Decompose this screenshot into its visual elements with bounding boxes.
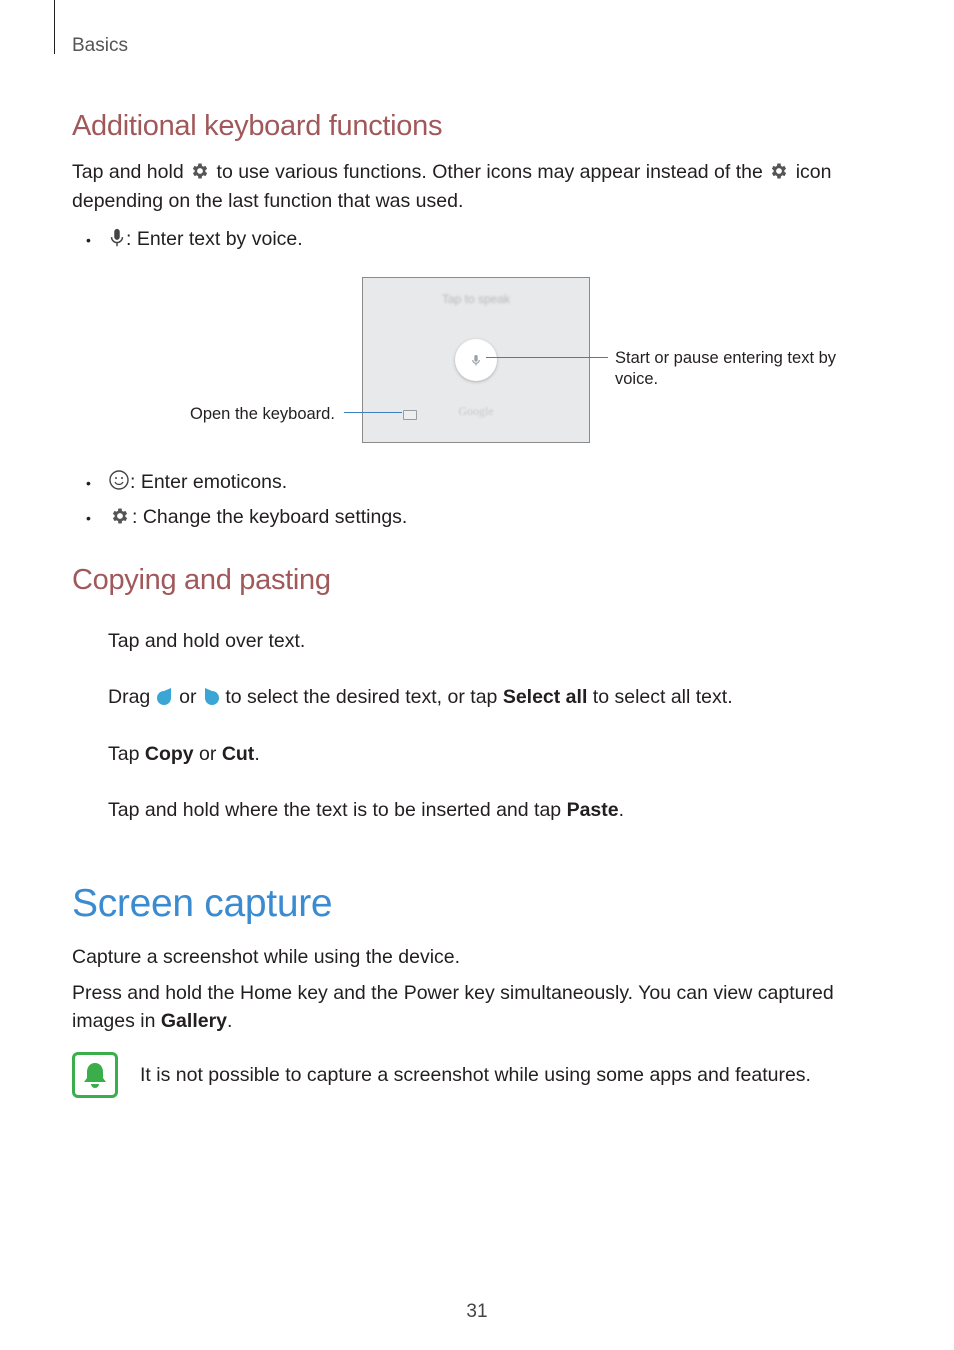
step2-text-a: Drag: [108, 686, 151, 708]
smiley-icon: [108, 469, 130, 491]
step4-text-a: Tap and hold where the text is to be inserted and tap: [108, 799, 562, 821]
microphone-icon: [108, 228, 126, 248]
copy-label: Copy: [144, 743, 194, 765]
para2-text-c: .: [227, 1010, 233, 1032]
selection-handle-left-icon: [156, 686, 174, 706]
bullet-dot: •: [86, 475, 91, 491]
bullet-emoticons-text: : Enter emoticons.: [130, 471, 288, 493]
capture-note: It is not possible to capture a screenshot while using some apps and features.: [140, 1064, 811, 1086]
bullet-voice-text: : Enter text by voice.: [126, 228, 303, 250]
gear-icon: [189, 161, 211, 181]
callout-voice-line2: voice.: [615, 370, 659, 388]
intro-text-2: to use various functions. Other icons may appear instead of the: [216, 161, 763, 183]
header-rule: [54, 0, 55, 54]
keyboard-intro-line2: depending on the last function that was used.: [72, 190, 464, 212]
page-number: 31: [466, 1301, 488, 1322]
keyboard-intro-line1: [72, 158, 831, 187]
step3-text-c: .: [254, 743, 260, 765]
callout-keyboard: Open the keyboard.: [190, 405, 335, 423]
section-label: Basics: [72, 35, 128, 56]
microphone-icon: [471, 354, 481, 367]
copy-paste-heading: Copying and pasting: [72, 564, 331, 596]
capture-para-1: Capture a screenshot while using the device.: [72, 946, 461, 968]
bullet-voice: [108, 225, 303, 254]
copy-step-3: [108, 740, 260, 769]
step2-text-b: or: [179, 686, 197, 708]
paste-label: Paste: [566, 799, 619, 821]
mic-button[interactable]: [455, 339, 497, 381]
bullet-dot: •: [86, 232, 91, 248]
callout-line-right: [486, 357, 608, 358]
gallery-label: Gallery: [160, 1010, 228, 1032]
step3-text-a: Tap: [108, 743, 140, 765]
bullet-settings-text: : Change the keyboard settings.: [132, 506, 408, 528]
copy-step-4: [108, 796, 624, 825]
para2-text-a: images in: [72, 1010, 156, 1032]
capture-para-2-line2: [72, 1007, 232, 1036]
step3-text-b: or: [199, 743, 217, 765]
selection-handle-right-icon: [202, 686, 220, 706]
callout-voice: [615, 348, 836, 390]
mockup-footer: Google: [458, 404, 494, 418]
gear-icon: [768, 161, 790, 181]
intro-text-3: icon: [795, 161, 832, 183]
step2-text-d: to select all text.: [592, 686, 733, 708]
callout-line-left: [344, 412, 402, 413]
bullet-dot: •: [86, 510, 91, 526]
note-icon: [72, 1052, 118, 1098]
screen-capture-heading: Screen capture: [72, 882, 333, 925]
gear-icon: [108, 506, 132, 526]
capture-para-2-line1: Press and hold the Home key and the Power key simultaneously. You can view captured: [72, 982, 834, 1004]
cut-label: Cut: [221, 743, 255, 765]
step4-text-c: .: [618, 799, 625, 821]
copy-step-2: [108, 683, 733, 712]
step2-text-c: to select the desired text, or tap: [225, 686, 498, 708]
bullet-settings: [108, 503, 407, 532]
select-all-label: Select all: [502, 686, 588, 708]
intro-text-1: Tap and hold: [72, 161, 184, 183]
copy-step-1: Tap and hold over text.: [108, 630, 306, 652]
bell-icon: [80, 1060, 110, 1090]
keyboard-functions-heading: Additional keyboard functions: [72, 110, 443, 142]
bullet-emoticons: [108, 468, 287, 497]
callout-voice-line1: Start or pause entering text by: [615, 349, 837, 367]
voice-input-screenshot: [362, 277, 590, 443]
mockup-title: Tap to speak: [441, 292, 511, 306]
